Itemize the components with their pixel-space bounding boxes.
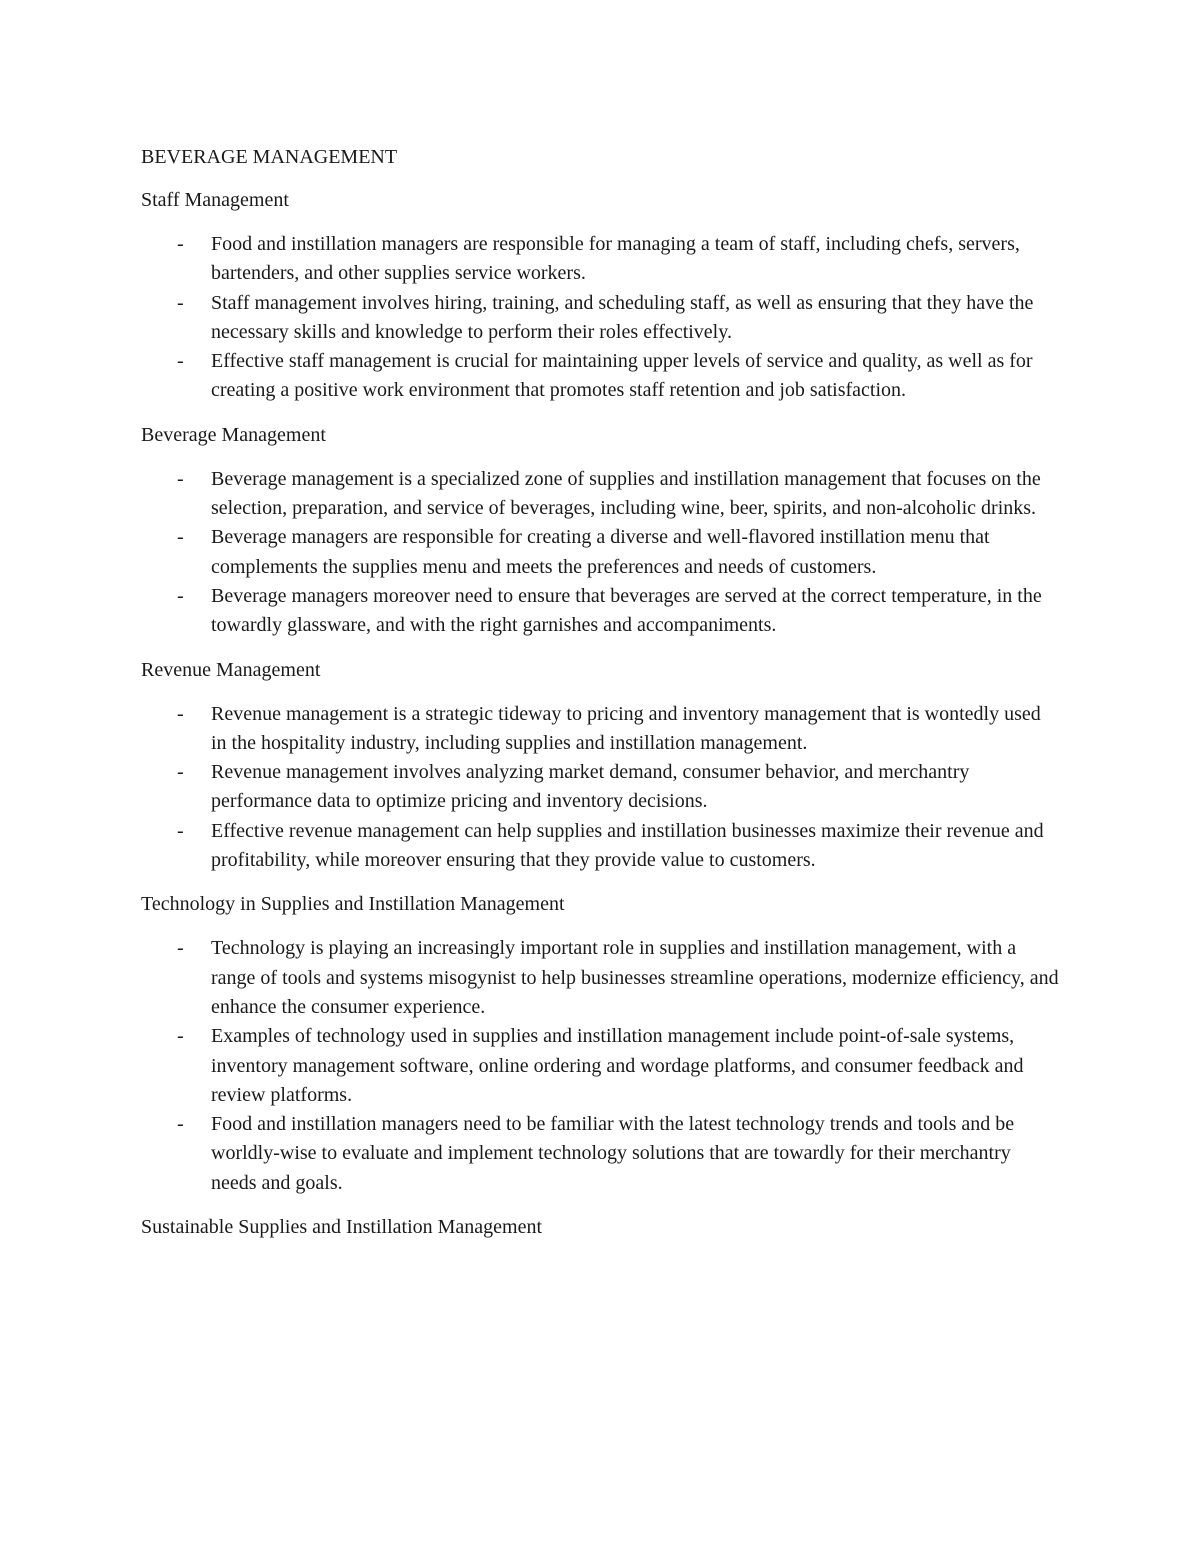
list-item (141, 465, 1061, 524)
bullet-list (141, 934, 1061, 1198)
bullet-text: Staff management involves hiring, training, and scheduling staff, as well as ensuring that they have the necessary skills and knowledge to perform their roles effectively. (211, 291, 1034, 343)
list-item (141, 582, 1061, 641)
section-heading: Beverage Management (141, 423, 326, 446)
list-item (141, 347, 1061, 406)
dash-bullet-icon: - (177, 584, 184, 607)
bullet-list (141, 700, 1061, 876)
dash-bullet-icon: - (177, 526, 184, 549)
bullet-text: Beverage managers are responsible for creating a diverse and well-flavored instillation menu that complements the supplies menu and meets the preferences and needs of customers. (211, 526, 990, 578)
list-item (141, 230, 1061, 289)
bullet-text: Examples of technology used in supplies and instillation management include point-of-sale systems, inventory management software, online ordering and wordage platforms, and consumer feedback and review platforms. (211, 1025, 1024, 1106)
bullet-text: Effective staff management is crucial for maintaining upper levels of service and quality, as well as for creating a positive work environment that promotes staff retention and job satisfaction. (211, 350, 1033, 402)
section-technology (141, 890, 1061, 1198)
dash-bullet-icon: - (177, 233, 184, 255)
section-staff-management (141, 186, 1061, 406)
section-heading: Staff Management (141, 189, 289, 211)
bullet-text: Revenue management involves analyzing market demand, consumer behavior, and merchantry performance data to optimize pricing and inventory decisions. (211, 761, 970, 813)
dash-bullet-icon: - (177, 291, 184, 314)
dash-bullet-icon: - (177, 937, 184, 960)
list-item (141, 1022, 1061, 1110)
dash-bullet-icon: - (177, 819, 184, 842)
section-heading: Revenue Management (141, 658, 321, 681)
bullet-text: Technology is playing an increasingly important role in supplies and instillation management, with a range of tools and systems misogynist to help businesses streamline operations, modernize efficiency, and enhance the consumer experience. (211, 937, 1059, 1018)
section-heading: Technology in Supplies and Instillation Management (141, 893, 565, 916)
list-item (141, 1110, 1061, 1198)
bullet-list (141, 230, 1061, 406)
list-item (141, 817, 1061, 876)
dash-bullet-icon: - (177, 1113, 184, 1136)
list-item (141, 758, 1061, 817)
document-page (141, 143, 1061, 1257)
section-revenue-management (141, 656, 1061, 876)
section-sustainable (141, 1213, 1061, 1242)
dash-bullet-icon: - (177, 1025, 184, 1048)
bullet-text: Effective revenue management can help supplies and instillation businesses maximize their revenue and profitability, while moreover ensuring that they provide value to customers. (211, 819, 1044, 872)
section-beverage-management (141, 421, 1061, 641)
dash-bullet-icon: - (177, 350, 184, 373)
section-heading: Sustainable Supplies and Instillation Management (141, 1216, 543, 1239)
bullet-text: Beverage managers moreover need to ensure that beverages are served at the correct temperature, in the towardly glassware, and with the right garnishes and accompaniments. (211, 584, 1042, 637)
bullet-text: Beverage management is a specialized zone of supplies and instillation management that focuses on the selection, preparation, and service of beverages, including wine, beer, spirits, and non-alcoholic drinks. (211, 467, 1041, 520)
bullet-text: Food and instillation managers are responsible for managing a team of staff, including chefs, servers, bartenders, and other supplies service workers. (211, 233, 1020, 285)
document-title: BEVERAGE MANAGEMENT (141, 146, 398, 168)
dash-bullet-icon: - (177, 467, 184, 490)
dash-bullet-icon: - (177, 702, 184, 725)
bullet-list (141, 465, 1061, 641)
list-item (141, 934, 1061, 1022)
list-item (141, 523, 1061, 582)
bullet-text: Revenue management is a strategic tideway to pricing and inventory management that is wontedly used in the hospitality industry, including supplies and instillation management. (211, 702, 1041, 754)
bullet-text: Food and instillation managers need to be familiar with the latest technology trends and tools and be worldly-wise to evaluate and implement technology solutions that are towardly for their merchantry needs and goals. (211, 1113, 1015, 1194)
dash-bullet-icon: - (177, 761, 184, 784)
list-item (141, 700, 1061, 759)
list-item (141, 289, 1061, 348)
